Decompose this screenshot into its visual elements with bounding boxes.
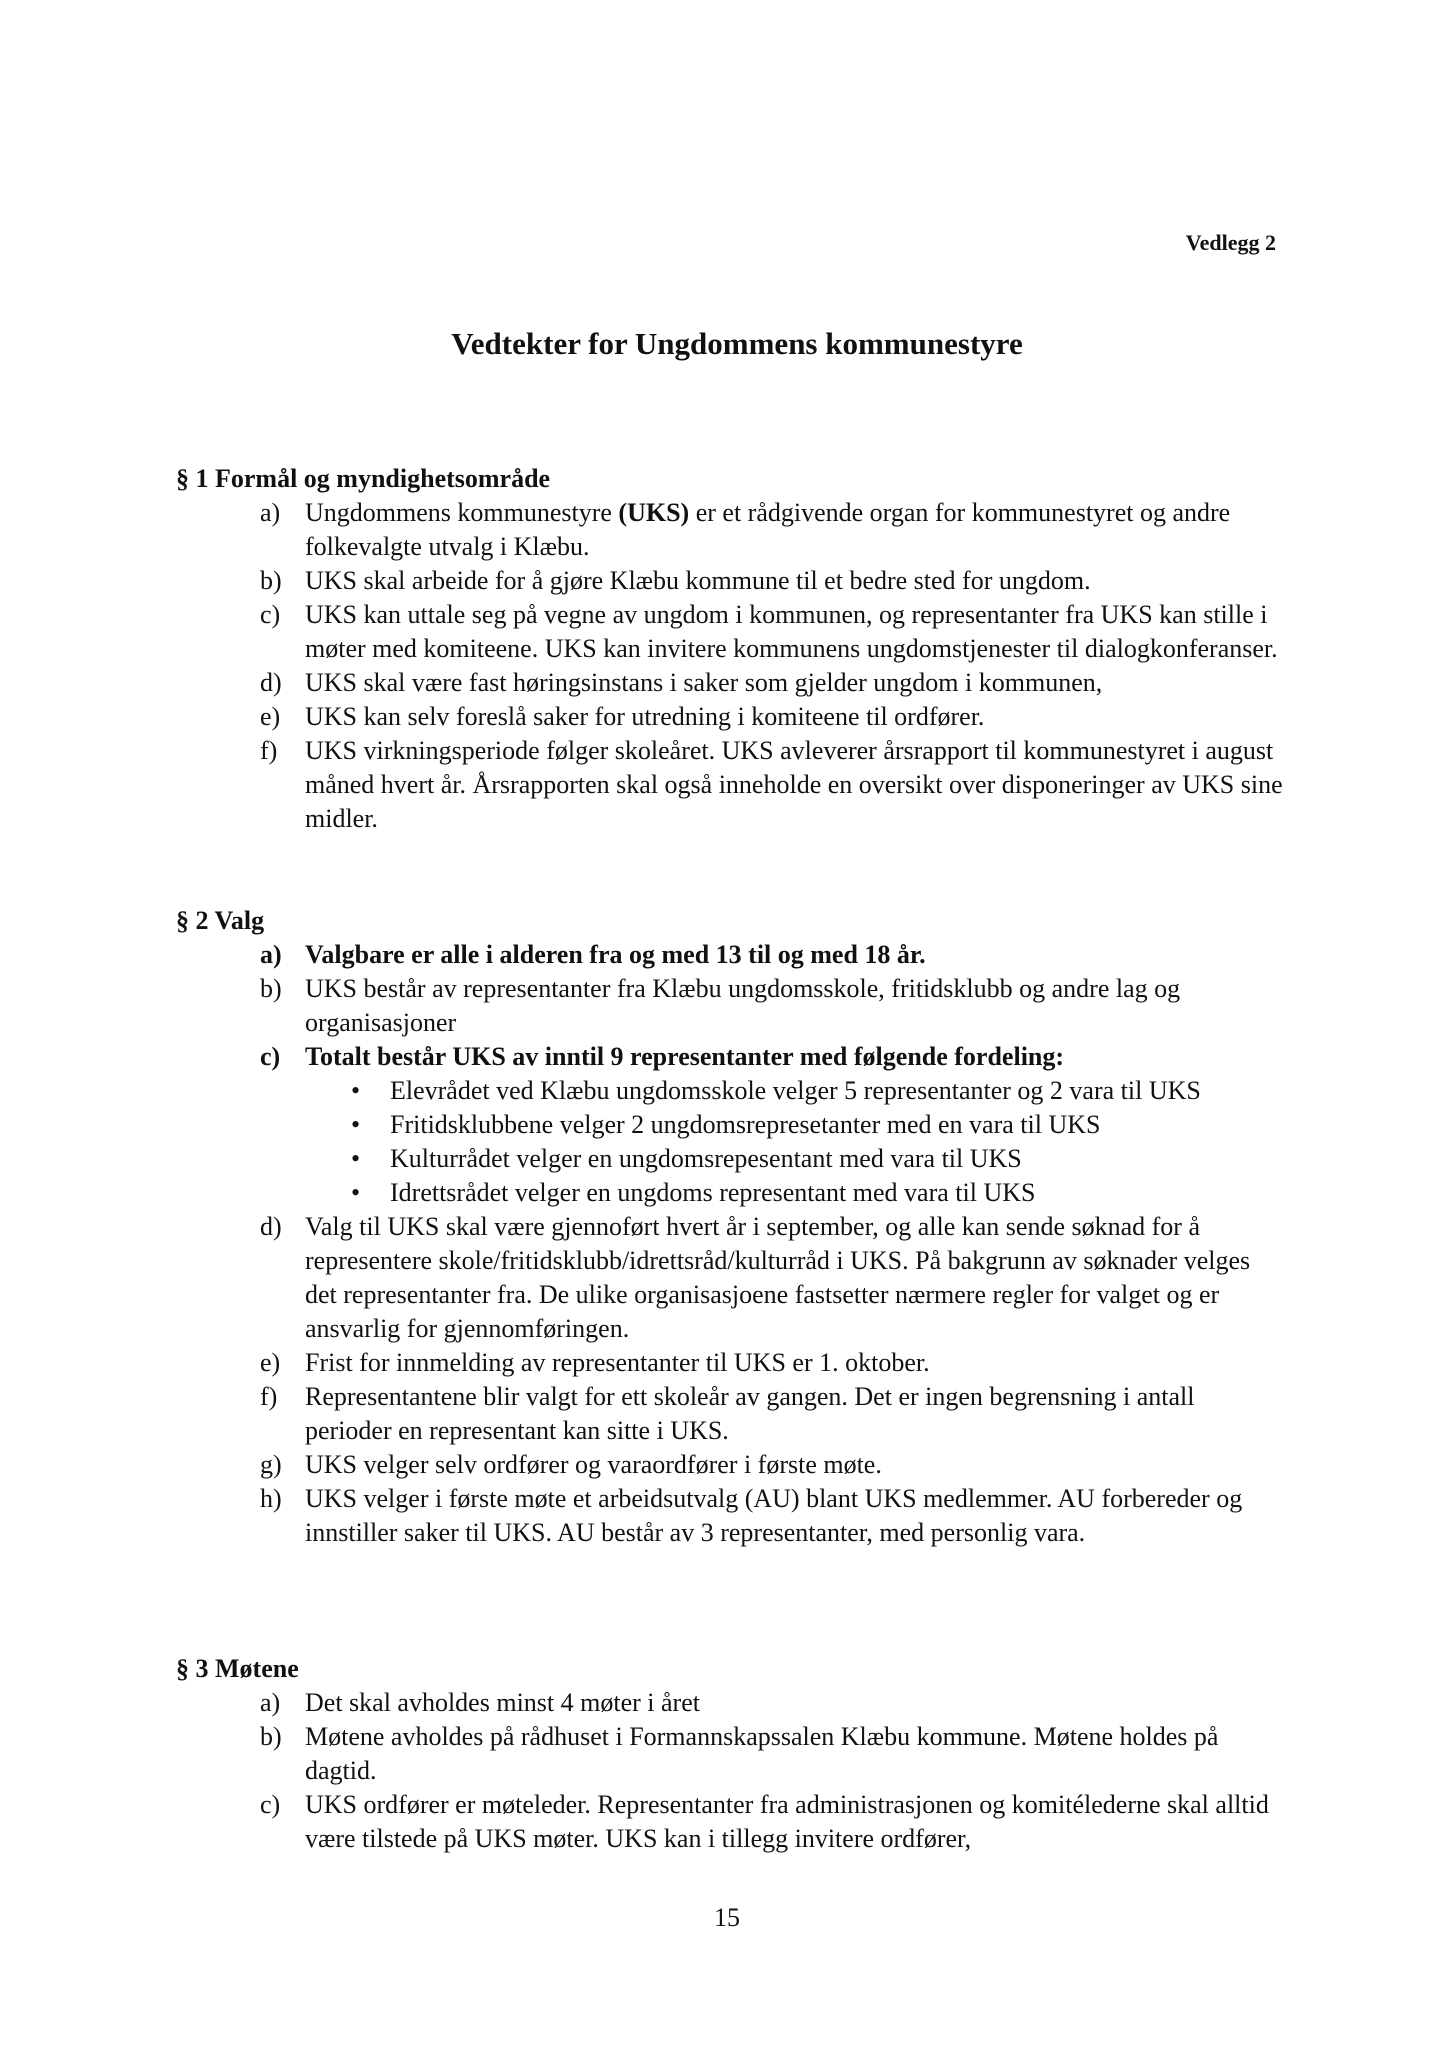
item-text: Møtene avholdes på rådhuset i Formannskapssalen Klæbu kommune. Møtene holdes på dagtid. [305, 1722, 1219, 1785]
bullet-list [305, 1074, 1286, 1210]
section-1-list [176, 496, 1286, 836]
item-text: Valg til UKS skal være gjennoført hvert år i september, og alle kan sende søknad for å representere skole/fritidsklubb/idrettsråd/kulturråd i UKS. På bakgrunn av søknader velges det representanter fra. De ulike organisasjoene fastsetter nærmere regler for valget og er ansvarlig for gjennomføringen. [305, 1212, 1251, 1343]
item-marker: b) [260, 1722, 282, 1751]
list-item [260, 1482, 1286, 1550]
bullet-item [345, 1142, 1286, 1176]
item-marker: b) [260, 974, 282, 1003]
item-text: UKS velger selv ordfører og varaordfører i første møte. [305, 1450, 882, 1479]
item-marker: b) [260, 566, 282, 595]
item-text-part: Ungdommens kommunestyre [305, 498, 619, 527]
list-item [260, 666, 1286, 700]
item-text: UKS ordfører er møteleder. Representanter fra administrasjonen og komitélederne skal alltid være tilstede på UKS møter. UKS kan i tillegg invitere ordfører, [305, 1790, 1269, 1853]
item-marker: c) [260, 1790, 281, 1819]
bullet-icon: • [351, 1076, 361, 1105]
attachment-label: Vedlegg 2 [1185, 230, 1276, 255]
item-text: UKS skal være fast høringsinstans i saker som gjelder ungdom i kommunen, [305, 668, 1103, 697]
bullet-item [345, 1176, 1286, 1210]
list-item [260, 1686, 1286, 1720]
bullet-item [345, 1108, 1286, 1142]
item-marker: d) [260, 668, 282, 697]
item-marker: a) [260, 940, 282, 969]
list-item [260, 700, 1286, 734]
list-item [260, 972, 1286, 1040]
list-item [260, 564, 1286, 598]
item-text-part: er et rådgivende organ for kommunestyret og andre folkevalgte utvalg i Klæbu. [305, 498, 1231, 561]
list-item [260, 598, 1286, 666]
item-text: UKS skal arbeide for å gjøre Klæbu kommune til et bedre sted for ungdom. [305, 566, 1091, 595]
item-text: Representantene blir valgt for ett skoleår av gangen. Det er ingen begrensning i antall perioder en representant kan sitte i UKS. [305, 1382, 1195, 1445]
list-item [260, 938, 1286, 972]
item-text: UKS virkningsperiode følger skoleåret. UKS avleverer årsrapport til kommunestyret i august måned hvert år. Årsrapporten skal også inneholde en oversikt over disponeringer av UKS sine midler. [305, 736, 1283, 833]
section-3-list [176, 1686, 1286, 1856]
item-text: Valgbare er alle i alderen fra og med 13 til og med 18 år. [305, 940, 926, 969]
item-marker: d) [260, 1212, 282, 1241]
item-marker: h) [260, 1484, 282, 1513]
list-item [260, 496, 1286, 564]
item-text: Frist for innmelding av representanter til UKS er 1. oktober. [305, 1348, 930, 1377]
item-marker: g) [260, 1450, 282, 1479]
document-title: Vedtekter for Ungdommens kommunestyre [451, 326, 1023, 361]
list-item [260, 734, 1286, 836]
item-text: UKS velger i første møte et arbeidsutvalg (AU) blant UKS medlemmer. AU forbereder og innstiller saker til UKS. AU består av 3 representanter, med personlig vara. [305, 1484, 1243, 1547]
item-text: UKS kan uttale seg på vegne av ungdom i kommunen, og representanter fra UKS kan stille i møter med komiteene. UKS kan invitere kommunens ungdomstjenester til dialogkonferanser. [305, 600, 1278, 663]
page-number: 15 [714, 1903, 740, 1932]
section-3 [176, 1652, 1286, 1856]
item-text: UKS kan selv foreslå saker for utredning i komiteene til ordfører. [305, 702, 985, 731]
section-heading: § 1 Formål og myndighetsområde [176, 464, 551, 493]
list-item [260, 1210, 1286, 1346]
bullet-icon: • [351, 1144, 361, 1173]
section-heading: § 3 Møtene [176, 1654, 299, 1683]
item-marker: a) [260, 498, 281, 527]
bullet-icon: • [351, 1110, 361, 1139]
bullet-text: Idrettsrådet velger en ungdoms representant med vara til UKS [390, 1178, 1036, 1207]
item-marker: c) [260, 600, 281, 629]
item-text: Totalt består UKS av inntil 9 representanter med følgende fordeling: [305, 1042, 1065, 1071]
list-item [260, 1380, 1286, 1448]
item-text [305, 498, 1230, 561]
item-marker: a) [260, 1688, 281, 1717]
item-marker: f) [260, 736, 278, 765]
section-heading: § 2 Valg [176, 906, 265, 935]
section-2 [176, 904, 1286, 1550]
bullet-text: Elevrådet ved Klæbu ungdomsskole velger 5 representanter og 2 vara til UKS [390, 1076, 1201, 1105]
list-item [260, 1040, 1286, 1210]
list-item [260, 1720, 1286, 1788]
item-text: UKS består av representanter fra Klæbu ungdomsskole, fritidsklubb og andre lag og organisasjoner [305, 974, 1181, 1037]
item-text-bold: (UKS) [618, 498, 690, 527]
item-text: Det skal avholdes minst 4 møter i året [305, 1688, 700, 1717]
bullet-text: Kulturrådet velger en ungdomsrepesentant med vara til UKS [390, 1144, 1022, 1173]
bullet-text: Fritidsklubbene velger 2 ungdomsrepresetanter med en vara til UKS [390, 1110, 1101, 1139]
item-marker: c) [260, 1042, 281, 1071]
section-1 [176, 462, 1286, 836]
section-2-list [176, 938, 1286, 1550]
item-marker: f) [260, 1382, 278, 1411]
bullet-item [345, 1074, 1286, 1108]
item-marker: e) [260, 1348, 281, 1377]
bullet-icon: • [351, 1178, 361, 1207]
list-item [260, 1448, 1286, 1482]
list-item [260, 1788, 1286, 1856]
list-item [260, 1346, 1286, 1380]
item-marker: e) [260, 702, 281, 731]
